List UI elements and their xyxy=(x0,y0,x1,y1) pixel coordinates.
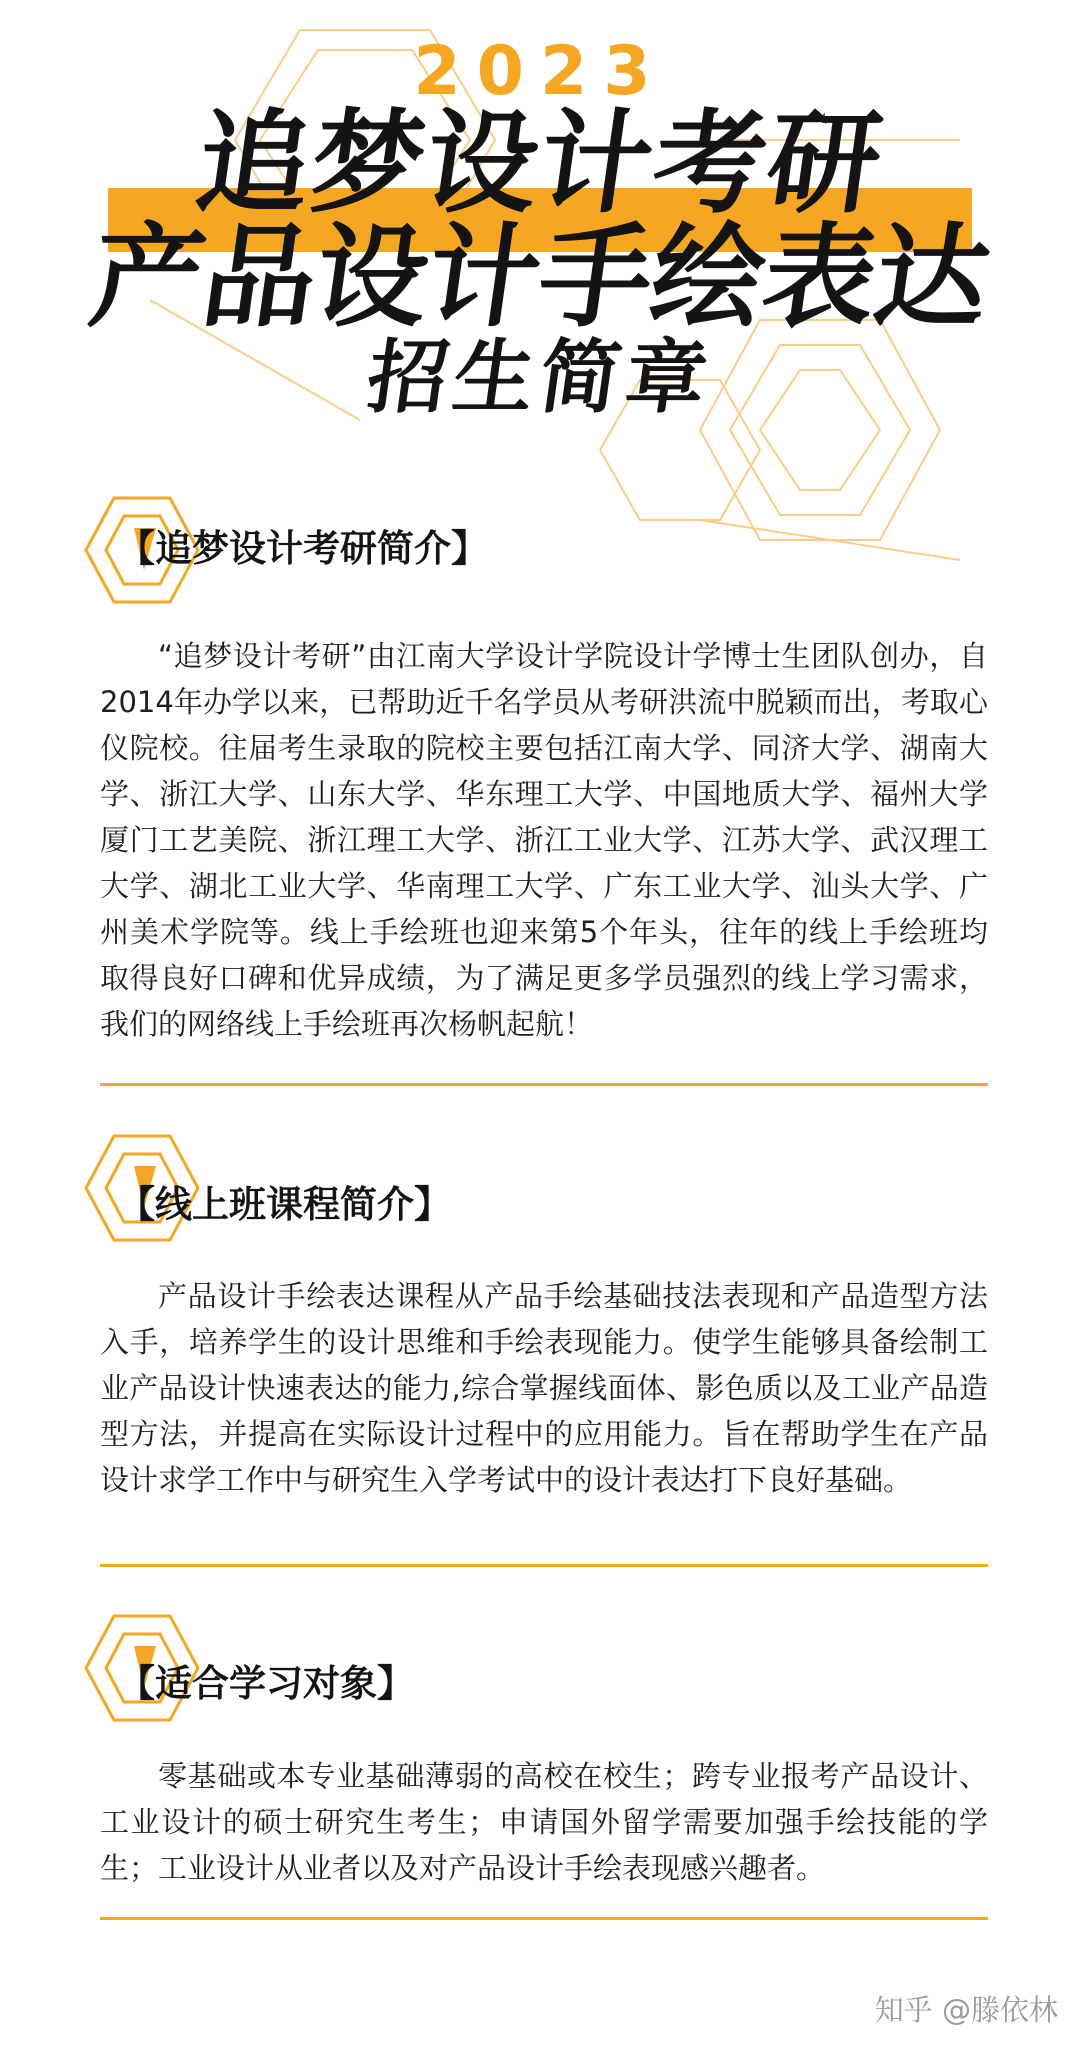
page-title-line2: 产品设计手绘表达 xyxy=(82,213,998,343)
page-subtitle: 招生简章 xyxy=(361,331,719,424)
page-title-line1: 追梦设计考研 xyxy=(188,99,892,229)
section-body-course: 产品设计手绘表达课程从产品手绘基础技法表现和产品造型方法入手，培养学生的设计思维和手绘表现能力。使学生能够具备绘制工业产品设计快速表达的能力,综合掌握线面体、影色质以及工业产品造型方法，并提高在实际设计过程中的应用能力。旨在帮助学生在产品设计求学工作中与研究生入学考试中的设计表达打下良好基础。 xyxy=(100,1279,988,1497)
section-divider xyxy=(100,1083,988,1086)
section-body-intro: “追梦设计考研”由江南大学设计学院设计学博士生团队创办，自2014年办学以来，已帮助近千名学员从考研洪流中脱颖而出，考取心仪院校。往届考生录取的院校主要包括江南大学、同济大学、湖南大学、浙江大学、山东大学、华东理工大学、中国地质大学、福州大学厦门工艺美院、浙江理工大学、浙江工业大学、江苏大学、武汉理工大学、湖北工业大学、华南理工大学、广东工业大学、汕头大学、广州美术学院等。线上手绘班也迎来第5个年头，往年的线上手绘班均取得良好口碑和优异成绩，为了满足更多学员强烈的线上学习需求，我们的网络线上手绘班再次杨帆起航！ xyxy=(100,639,988,1041)
section-divider xyxy=(100,1564,988,1567)
section-divider xyxy=(100,1917,988,1920)
section-heading-course: 【线上班课程简介】 xyxy=(118,1183,451,1226)
section-heading-audience: 【适合学习对象】 xyxy=(118,1662,414,1705)
year-label: 2023 xyxy=(413,32,667,111)
section-heading-intro: 【追梦设计考研简介】 xyxy=(118,527,488,570)
section-body-audience: 零基础或本专业基础薄弱的高校在校生；跨专业报考产品设计、工业设计的硕士研究生考生；申请国外留学需要加强手绘技能的学生；工业设计从业者以及对产品设计手绘表现感兴趣者。 xyxy=(100,1759,988,1885)
watermark: 知乎 @滕依林 xyxy=(874,1993,1058,2027)
